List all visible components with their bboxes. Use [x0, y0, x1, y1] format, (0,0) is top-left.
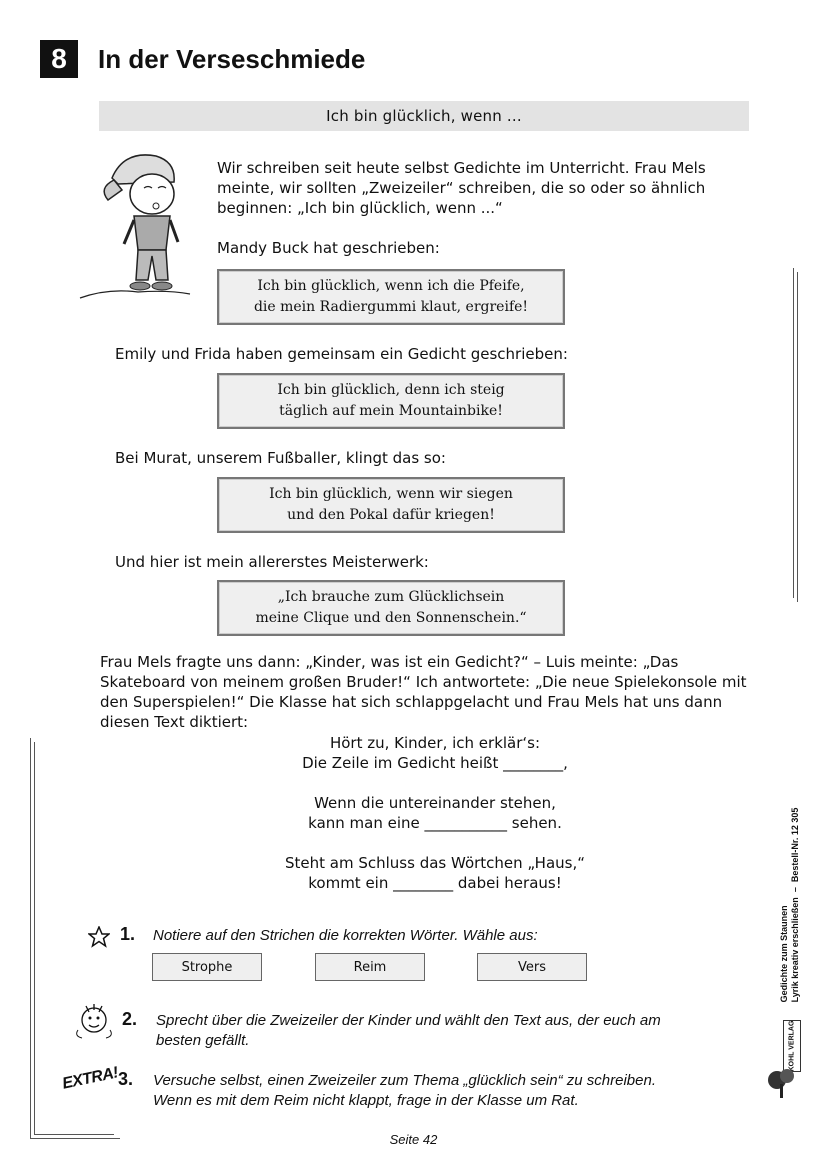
emily-label: Emily und Frida haben gemeinsam ein Gedicht geschrieben:: [115, 345, 568, 363]
discussion-icon: [72, 1000, 116, 1042]
star-icon: [88, 926, 110, 948]
task-text: Notiere auf den Strichen die korrekten Wörter. Wähle aus:: [153, 927, 538, 944]
dictation-line: Steht am Schluss das Wörtchen „Haus,“: [284, 854, 585, 872]
chapter-number: 8: [40, 40, 78, 78]
poem-line: Ich bin glücklich, denn ich steig: [277, 382, 505, 398]
intro-paragraph: [217, 158, 757, 218]
frame-line: [30, 738, 31, 1138]
story-paragraph: [100, 652, 770, 732]
word-choice-reim: Reim: [315, 953, 425, 981]
side-info: [770, 790, 810, 1020]
boy-illustration: [78, 148, 193, 303]
tree-logo-icon: [765, 1066, 801, 1100]
task-text: [156, 1011, 756, 1051]
page-title: In der Verseschmiede: [98, 44, 366, 74]
side-line: Lyrik kreativ erschließen: [790, 897, 800, 1003]
side-order-number: Bestell-Nr. 12 305: [790, 807, 800, 883]
task-line: besten gefällt.: [156, 1032, 250, 1049]
task-line: Sprecht über die Zweizeiler der Kinder und wählt den Text aus, der euch am: [156, 1012, 661, 1029]
story-line: Frau Mels fragte uns dann: „Kinder, was ist ein Gedicht?“ – Luis meinte: „Das: [100, 653, 679, 671]
poem-line: Ich bin glücklich, wenn wir siegen: [269, 486, 513, 502]
intro-line: meinte, wir sollten „Zweizeiler“ schreiben, die so oder so ähnlich: [217, 179, 706, 197]
task-line: Versuche selbst, einen Zweizeiler zum Thema „glücklich sein“ zu schreiben.: [153, 1072, 656, 1089]
publisher-name: KOHL VERLAG: [788, 1020, 796, 1072]
task-number: 1.: [120, 924, 136, 944]
story-line: diesen Text diktiert:: [100, 713, 249, 731]
frame-line: [34, 742, 35, 1134]
poem-box-mine: [217, 580, 565, 636]
poem-line: Ich bin glücklich, wenn ich die Pfeife,: [257, 278, 525, 294]
word-choice-strophe: Strophe: [152, 953, 262, 981]
poem-box-mandy: [217, 269, 565, 325]
task-text: [153, 1071, 753, 1111]
poem-line: meine Clique und den Sonnenschein.“: [255, 610, 527, 626]
task-line: Wenn es mit dem Reim nicht klappt, frage in der Klasse um Rat.: [153, 1092, 579, 1109]
story-line: den Superspielen!“ Die Klasse hat sich schlappgelacht und Frau Mels hat uns dann: [100, 693, 723, 711]
extra-badge: EXTRA!: [60, 1064, 120, 1093]
task-number: 3.: [118, 1069, 134, 1089]
dictation-line: kommt ein ________ dabei heraus!: [308, 874, 562, 892]
side-line: Gedichte zum Staunen: [779, 905, 789, 1003]
mine-label: Und hier ist mein allererstes Meisterwerk:: [115, 553, 429, 571]
side-sep: –: [790, 887, 800, 893]
poem-line: „Ich brauche zum Glücklichsein: [277, 589, 505, 605]
task-number: 2.: [122, 1009, 138, 1029]
publisher-logo: [783, 1020, 801, 1072]
word-choice-vers: Vers: [477, 953, 587, 981]
dictation-line: kann man eine ___________ sehen.: [308, 814, 562, 832]
poem-box-emily: [217, 373, 565, 429]
frame-line: [793, 268, 794, 598]
mandy-label: Mandy Buck hat geschrieben:: [217, 239, 440, 257]
poem-line: und den Pokal dafür kriegen!: [287, 507, 495, 523]
poem-line: die mein Radiergummi klaut, ergreife!: [253, 299, 529, 315]
dictation-line: Die Zeile im Gedicht heißt ________,: [302, 754, 568, 772]
intro-line: Wir schreiben seit heute selbst Gedichte im Unterricht. Frau Mels: [217, 159, 706, 177]
story-line: Skateboard von meinem großen Bruder!“ Ich antwortete: „Die neue Spielekonsole mit: [100, 673, 747, 691]
dictation-poem: [235, 733, 635, 893]
poem-line: täglich auf mein Mountainbike!: [279, 403, 503, 419]
poem-box-murat: [217, 477, 565, 533]
subtitle-text: Ich bin glücklich, wenn ...: [326, 107, 522, 125]
subtitle-bar: [99, 101, 749, 131]
page-number: Seite 42: [389, 1132, 438, 1147]
dictation-line: Wenn die untereinander stehen,: [314, 794, 556, 812]
intro-line: beginnen: „Ich bin glücklich, wenn ...“: [217, 199, 503, 217]
dictation-line: Hört zu, Kinder, ich erklär‘s:: [329, 734, 541, 752]
murat-label: Bei Murat, unserem Fußballer, klingt das so:: [115, 449, 446, 467]
frame-line: [797, 272, 798, 602]
